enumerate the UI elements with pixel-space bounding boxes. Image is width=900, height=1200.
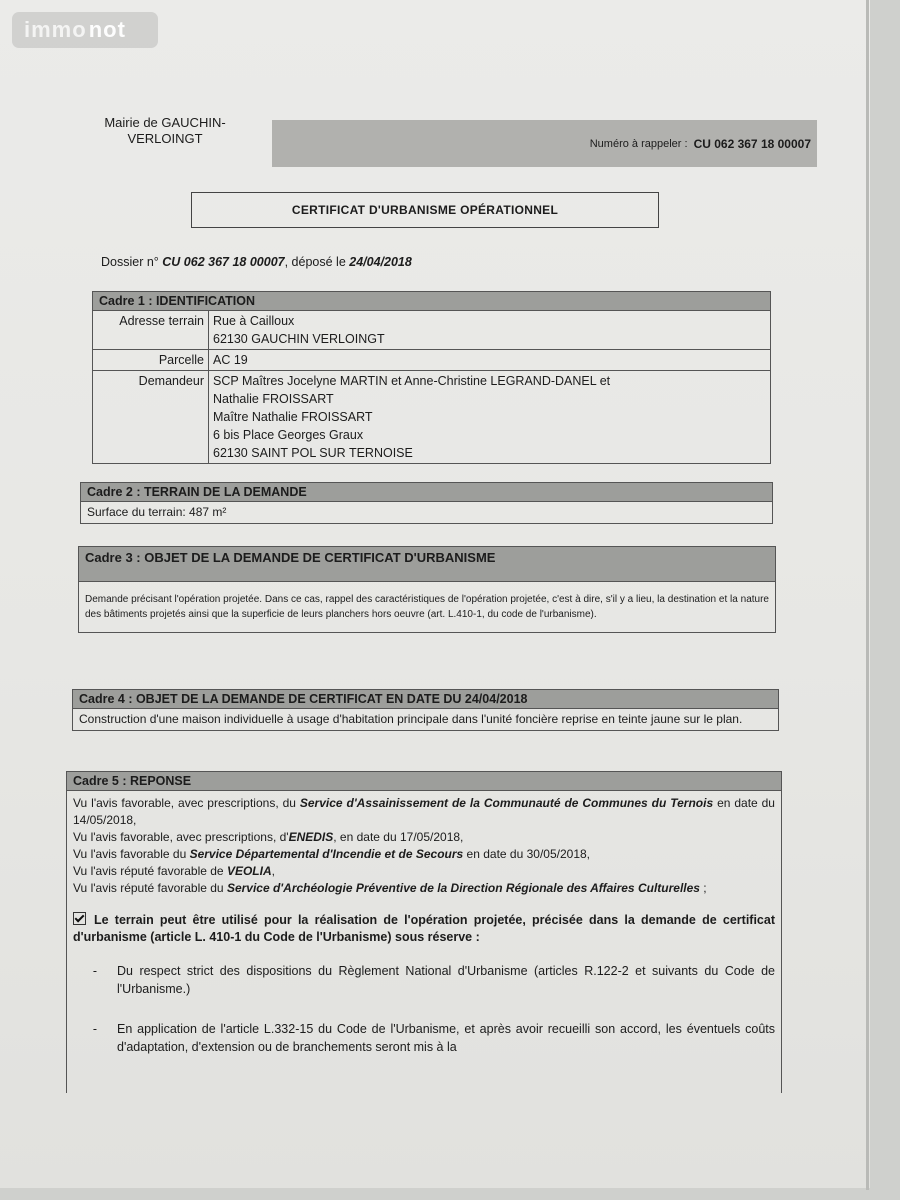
visa-1-entity: Service d'Assainissement de la Communauté de Communes du Ternois xyxy=(299,796,714,810)
cadre4-header: Cadre 4 : OBJET DE LA DEMANDE DE CERTIFICAT EN DATE DU 24/04/2018 xyxy=(73,690,778,709)
visa-5-entity: Service d'Archéologie Préventive de la Direction Régionale des Affaires Culturelles xyxy=(226,881,700,895)
checkbox-checked-icon xyxy=(73,912,86,925)
cadre3-text: Demande précisant l'opération projetée. Dans ce cas, rappel des caractéristiques de l'opération projetée, c'est à dire, s'il y a lieu, la destination et la nature des bâtiments projetés ainsi que la superficie de leurs planchers hors oeuvre (art. L.410-1, du code de l'urbanisme). xyxy=(85,594,769,620)
cadre5-table xyxy=(66,771,782,1093)
visa-2-entity: ENEDIS xyxy=(288,830,334,844)
decision xyxy=(73,911,775,946)
page-edge xyxy=(866,0,869,1190)
mairie-line2: VERLOINGT xyxy=(127,131,203,146)
cadre1-header: Cadre 1 : IDENTIFICATION xyxy=(93,292,770,311)
cadre1-row-address xyxy=(93,311,770,350)
visa-4-intro: Vu l'avis réputé favorable de xyxy=(73,864,227,878)
watermark-part2: not xyxy=(88,17,126,42)
reserve-item-1 xyxy=(73,962,775,998)
applicant-line4: 6 bis Place Georges Graux xyxy=(213,428,364,442)
visa-4-end: , xyxy=(271,864,275,878)
cadre5-body xyxy=(67,791,781,1060)
reserve-item-2-text: En application de l'article L.332-15 du Code de l'Urbanisme, et après avoir recueilli son accord, les éventuels coûts d'adaptation, d'extension ou de branchements seront mis à la xyxy=(117,1022,775,1054)
visa-3 xyxy=(73,846,775,863)
document-title xyxy=(191,192,659,228)
visa-2-intro: Vu l'avis favorable, avec prescriptions, d' xyxy=(73,830,289,844)
cadre3-header: Cadre 3 : OBJET DE LA DEMANDE DE CERTIFICAT D'URBANISME xyxy=(79,547,775,582)
document-title-text: CERTIFICAT D'URBANISME OPÉRATIONNEL xyxy=(291,203,559,217)
dossier-number: CU 062 367 18 00007 xyxy=(162,255,285,269)
mairie-line1: Mairie de GAUCHIN- xyxy=(104,115,226,130)
cadre2-header: Cadre 2 : TERRAIN DE LA DEMANDE xyxy=(81,483,772,502)
address-label: Adresse terrain xyxy=(93,311,209,349)
decision-text: Le terrain peut être utilisé pour la réalisation de l'opération projetée, précisée dans la demande de certificat d'urbanisme (article L. 410-1 du Code de l'Urbanisme) sous réserve : xyxy=(73,913,775,944)
cadre3-table xyxy=(78,546,776,633)
cadre1-row-parcel xyxy=(93,350,770,371)
applicant-value xyxy=(209,371,610,463)
visa-1 xyxy=(73,795,775,829)
visa-4 xyxy=(73,863,775,880)
dossier-middle: , déposé le xyxy=(284,255,346,269)
reference-number-bar xyxy=(272,120,817,167)
visa-3-date: en date du 30/05/2018, xyxy=(463,847,590,861)
watermark-logo xyxy=(12,12,158,48)
visa-3-entity: Service Départemental d'Incendie et de Secours xyxy=(189,847,464,861)
visa-1-intro: Vu l'avis favorable, avec prescriptions, du xyxy=(73,796,300,810)
cadre1-row-applicant xyxy=(93,371,770,463)
visa-2-date: , en date du 17/05/2018, xyxy=(333,830,464,844)
visa-5-intro: Vu l'avis réputé favorable du xyxy=(73,881,227,895)
dossier-prefix: Dossier n° xyxy=(101,255,159,269)
cadre1-table xyxy=(92,291,771,464)
visa-3-intro: Vu l'avis favorable du xyxy=(73,847,190,861)
visa-5 xyxy=(73,880,775,897)
dossier-line xyxy=(101,255,412,269)
parcel-label: Parcelle xyxy=(93,350,209,370)
visa-5-end: ; xyxy=(699,881,707,895)
applicant-label: Demandeur xyxy=(93,371,209,463)
applicant-line3: Maître Nathalie FROISSART xyxy=(213,410,373,424)
reference-value: CU 062 367 18 00007 xyxy=(693,136,811,151)
address-value xyxy=(209,311,385,349)
cadre5-header: Cadre 5 : REPONSE xyxy=(67,772,781,791)
address-line2: 62130 GAUCHIN VERLOINGT xyxy=(213,332,385,346)
mairie-name xyxy=(85,115,245,147)
watermark-part1: immo xyxy=(24,17,87,42)
visa-1-date: en date du 14/05/2018, xyxy=(73,796,775,827)
dossier-date: 24/04/2018 xyxy=(349,255,412,269)
bullet-dash-icon: - xyxy=(92,1022,98,1036)
cadre2-table xyxy=(80,482,773,524)
visa-4-entity: VEOLIA xyxy=(226,864,272,878)
bullet-dash-icon: - xyxy=(92,964,98,978)
parcel-value: AC 19 xyxy=(213,353,248,367)
applicant-line5: 62130 SAINT POL SUR TERNOISE xyxy=(213,446,413,460)
terrain-surface: Surface du terrain: 487 m² xyxy=(87,505,227,519)
reserve-item-2 xyxy=(73,1020,775,1056)
reserve-item-1-text: Du respect strict des dispositions du Règlement National d'Urbanisme (articles R.122-2 et suivants du Code de l'Urbanisme.) xyxy=(117,964,775,996)
applicant-line1: SCP Maîtres Jocelyne MARTIN et Anne-Christine LEGRAND-DANEL et xyxy=(213,374,611,388)
cadre4-text: Construction d'une maison individuelle à usage d'habitation principale dans l'unité foncière reprise en teinte jaune sur le plan. xyxy=(79,712,743,726)
applicant-line2: Nathalie FROISSART xyxy=(213,392,334,406)
address-line1: Rue à Cailloux xyxy=(213,314,295,328)
visa-2 xyxy=(73,829,775,846)
reference-label: Numéro à rappeler : xyxy=(589,137,688,150)
cadre4-table xyxy=(72,689,779,731)
